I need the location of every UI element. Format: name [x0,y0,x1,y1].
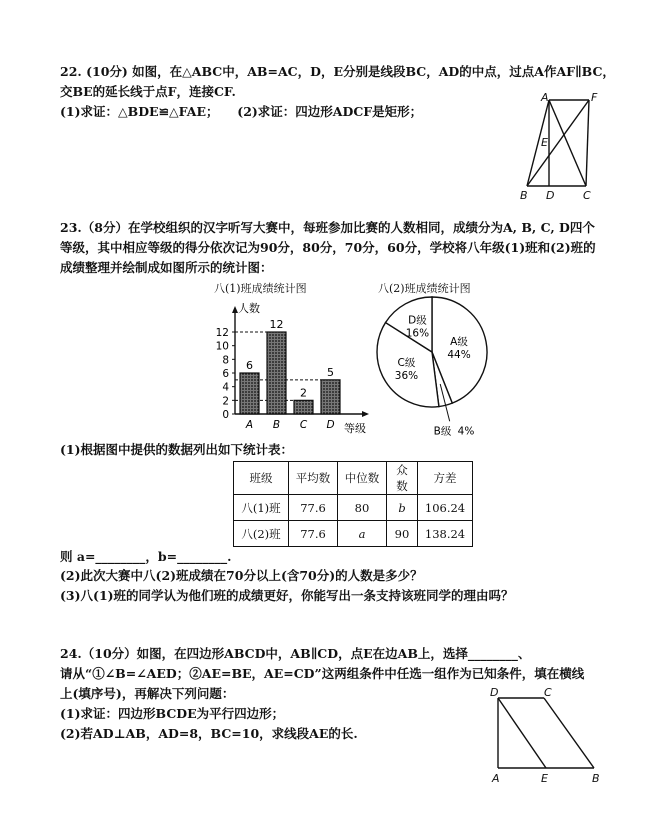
table-header: 班级 [234,462,289,495]
q24-line5: (2)若AD⊥AB，AD=8，BC=10，求线段AE的长. [60,726,358,741]
bar [240,373,259,414]
table-cell: 77.6 [289,495,338,521]
pie-percent-label: 36% [394,370,419,383]
pie-label: B级 [433,425,452,438]
table-header: 方差 [418,462,473,495]
pie-percent-label: 4% [457,425,475,438]
q24-label-e: E [541,772,548,785]
q24-line4: (1)求证：四边形BCDE为平行四边形； [60,706,285,721]
q24-label-b: B [592,772,600,785]
table-cell: 80 [338,495,387,521]
x-axis-arrow [362,411,369,417]
q23-answer-line: 则 a=________，b=________. [60,549,232,564]
q23-line2: 等级，其中相应等级的得分依次记为90分，80分，70分，60分，学校将八年级(1)班和(2)班的 [60,240,596,255]
y-tick-label: 2 [222,395,229,408]
bar-data-label: 12 [269,318,284,331]
table-cell: 八(1)班 [234,495,289,521]
bar-data-label: 2 [300,386,307,400]
table-row [234,521,473,547]
q24-label-a: A [492,772,500,785]
pie-percent-label: 44% [447,348,471,361]
q23-sub2: (2)此次大赛中八(2)班成绩在70分以上(含70分)的人数是多少？ [60,568,423,583]
table-header: 众数 [387,462,418,495]
pie-label: C级 [397,357,416,370]
table-cell: 90 [387,521,418,547]
pie-label: A级 [450,335,468,348]
table-cell: b [387,495,418,521]
y-tick-label: 10 [215,340,229,353]
q23-line3: 成绩整理并绘制成如图所示的统计图： [60,260,273,275]
table-cell: 八(2)班 [234,521,289,547]
x-tick-label: B [272,419,281,431]
y-tick-label: 0 [222,409,229,421]
table-cell: 106.24 [418,495,473,521]
q24-line2: 请从“①∠B=∠AED；②AE=BE，AE=CD”这两组条件中任选一组作为已知条件，填在横线 [60,666,585,681]
q24-figure [486,686,616,788]
pie-chart-title: 八(2)班成绩统计图 [378,282,471,295]
table-row [234,495,473,521]
x-tick-label: A [245,419,254,431]
pie-percent-label: 16% [405,327,430,340]
table-header: 中位数 [338,462,387,495]
q22-label-c: C [583,189,591,202]
q23-sub1: (1)根据图中提供的数据列出如下统计表： [60,442,294,457]
q22-label-a: A [541,91,549,104]
q22-label-f: F [591,91,598,104]
q22-label-b: B [520,189,528,202]
table-cell: 138.24 [418,521,473,547]
q23-sub3: (3)八(1)班的同学认为他们班的成绩更好，你能写出一条支持该班同学的理由吗？ [60,588,514,603]
q22-line1: 22. (10分) 如图，在△ABC中，AB=AC，D，E分别是线段BC，AD的中点，过点A作AF∥BC， [60,64,615,79]
q24-line1: 24.（10分）如图，在四边形ABCD中，AB∥CD，点E在边AB上，选择________、 [60,646,531,661]
q24-line3: 上(填序号)，再解决下列问题： [60,686,235,701]
y-tick-label: 12 [215,327,229,339]
stats-table [233,461,473,547]
q22-line3: (1)求证：△BDE≌△FAE； (2)求证：四边形ADCF是矩形； [60,104,423,119]
q24-label-c: C [544,686,552,699]
table-cell: 77.6 [289,521,338,547]
x-tick-label: C [299,419,308,431]
pie-chart [370,292,500,442]
q24-label-d: D [490,686,499,699]
y-tick-label: 8 [222,354,229,367]
bar-data-label: 6 [246,359,253,372]
bar [321,380,340,414]
q22-figure [512,88,622,204]
pie-label: D级 [408,314,427,327]
x-axis-label: 等级 [344,422,366,435]
bar [267,332,286,414]
bar-data-label: 5 [327,365,334,379]
q22-line2: 交BE的延长线于点F，连接CF. [60,84,236,99]
q23-line1: 23.（8分）在学校组织的汉字听写大赛中，每班参加比赛的人数相同，成绩分为A, B, C, D四个 [60,220,595,235]
y-axis-label: 人数 [238,302,260,315]
q22-label-e: E [541,136,548,149]
bar [294,400,313,414]
table-header-row [234,462,473,495]
q22-label-d: D [546,189,555,202]
bar-chart-title: 八(1)班成绩统计图 [214,282,307,295]
table-header: 平均数 [289,462,338,495]
x-tick-label: D [326,419,335,431]
y-tick-label: 6 [222,368,229,380]
y-tick-label: 4 [222,381,229,394]
bar-chart [200,292,380,442]
table-cell: a [338,521,387,547]
